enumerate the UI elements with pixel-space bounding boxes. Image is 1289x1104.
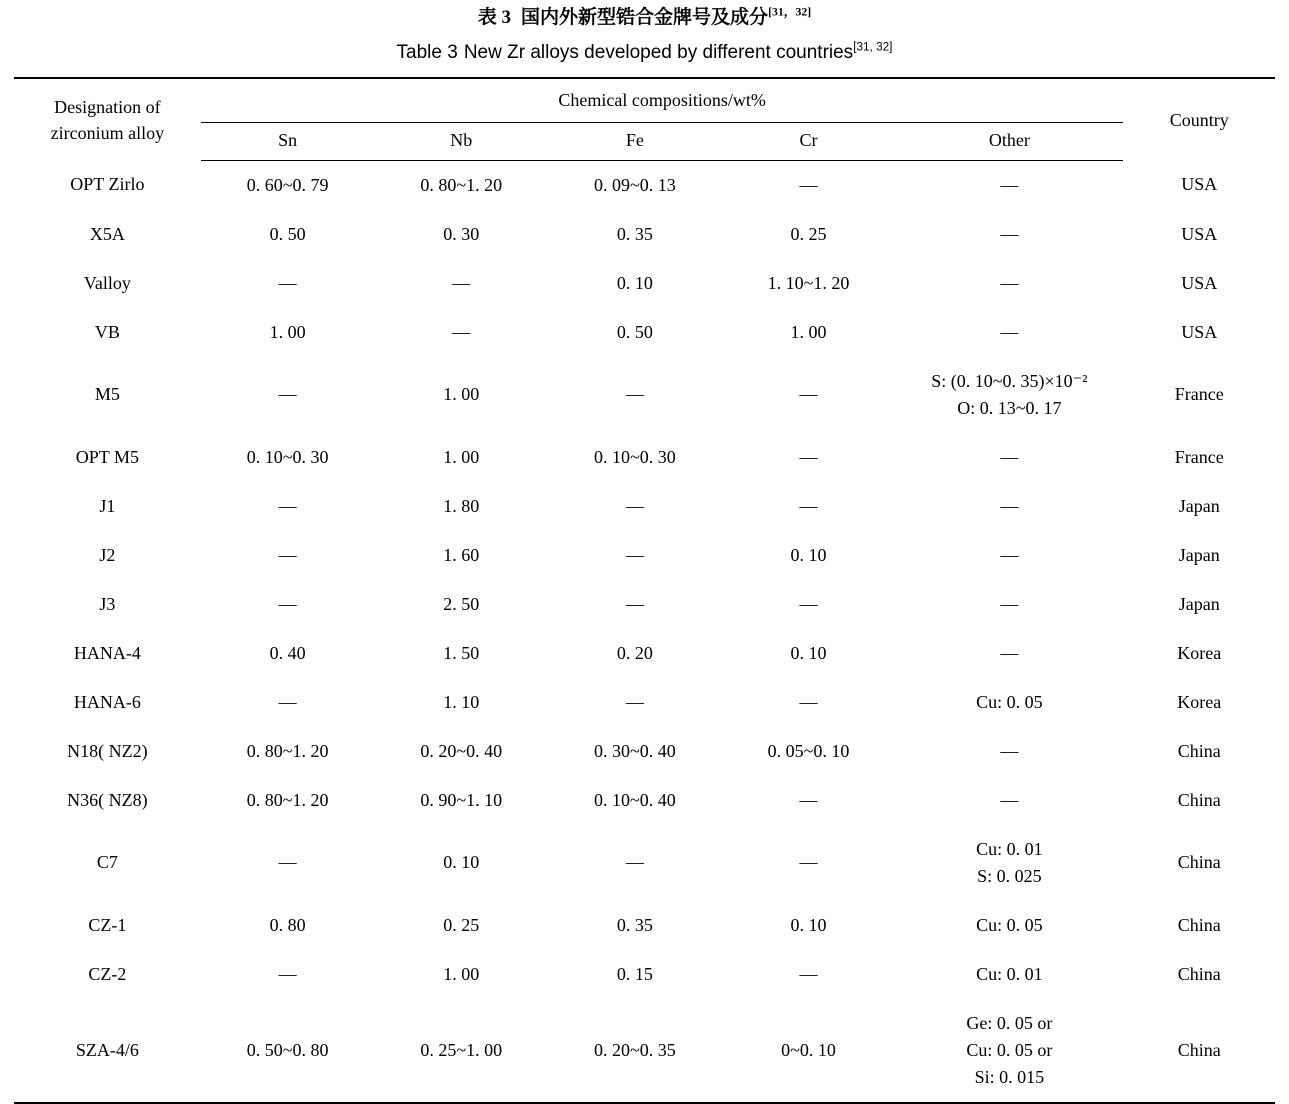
cell-cr: — — [799, 789, 818, 810]
cell-other-line: — — [1000, 174, 1019, 195]
header-cr: Cr — [722, 122, 896, 160]
cell-nb: 0. 25~1. 00 — [374, 999, 548, 1103]
table-row — [14, 901, 1275, 950]
cell-sn: — — [278, 495, 297, 516]
cell-other — [895, 160, 1123, 210]
cell-other-line: — — [1000, 740, 1019, 761]
cell-designation: J3 — [99, 593, 116, 614]
table-row — [14, 825, 1275, 901]
cell-fe: 0. 09~0. 13 — [593, 174, 676, 195]
table-row — [14, 629, 1275, 678]
cell-other-line: Cu: 0. 05 — [976, 914, 1043, 935]
cell-fe: — — [625, 384, 644, 405]
cell-other-line: — — [1000, 593, 1019, 614]
cell-country: Japan — [1178, 593, 1220, 614]
cell-nb: 1. 00 — [443, 963, 480, 984]
cell-nb: 0. 80~1. 20 — [420, 174, 503, 195]
cell-other-line: Cu: 0. 05 — [976, 691, 1043, 712]
table-row — [14, 433, 1275, 482]
cell-country: USA — [1181, 321, 1218, 342]
table-row — [14, 308, 1275, 357]
cell-designation: J2 — [99, 544, 116, 565]
table-page — [0, 5, 1289, 1087]
cell-cr: 1. 00 — [790, 321, 827, 342]
cell-country: Japan — [1178, 544, 1220, 565]
cell-fe: 0. 10 — [616, 272, 653, 293]
cell-other-line: — — [1000, 272, 1019, 293]
cell-sn: — — [278, 691, 297, 712]
header-designation-line1: Designation of — [54, 96, 161, 117]
cell-other-line: Cu: 0. 05 or — [966, 1039, 1053, 1060]
cell-cr: — — [799, 691, 818, 712]
table-row — [14, 580, 1275, 629]
cell-cr: 1. 10~1. 20 — [767, 272, 850, 293]
cell-country: China — [1177, 789, 1221, 810]
cell-other-line: — — [1000, 544, 1019, 565]
header-nb: Nb — [374, 122, 548, 160]
cell-sn: 0. 50~0. 80 — [201, 999, 375, 1103]
cell-sn: — — [278, 963, 297, 984]
cell-country: Korea — [1177, 642, 1222, 663]
cell-fe: 0. 35 — [616, 914, 653, 935]
cell-designation: VB — [94, 321, 120, 342]
caption-en-title: New Zr alloys developed by different countries — [463, 41, 854, 63]
caption-zh-label: 表 3 — [477, 7, 512, 28]
header-fe: Fe — [548, 122, 722, 160]
cell-other-line: — — [1000, 321, 1019, 342]
cell-designation: J1 — [99, 495, 116, 516]
cell-cr: — — [799, 384, 818, 405]
cell-designation: N18( NZ2) — [67, 740, 148, 761]
cell-other — [895, 259, 1123, 308]
cell-designation: X5A — [89, 223, 125, 244]
cell-nb: 0. 90~1. 10 — [420, 789, 503, 810]
cell-other — [895, 482, 1123, 531]
table-body — [14, 160, 1275, 1103]
caption-zh-reference: [31，32] — [768, 5, 812, 19]
cell-fe: 0. 15 — [616, 963, 653, 984]
cell-cr: — — [799, 963, 818, 984]
cell-fe: 0. 35 — [616, 223, 653, 244]
cell-cr: — — [799, 446, 818, 467]
cell-nb: 1. 10 — [443, 691, 480, 712]
cell-sn: — — [278, 852, 297, 873]
cell-other-line: — — [1000, 789, 1019, 810]
cell-nb: 0. 10 — [443, 852, 480, 873]
cell-sn: 0. 10~0. 30 — [246, 446, 329, 467]
cell-cr: 0. 10 — [790, 642, 827, 663]
cell-cr: 0. 25 — [790, 223, 827, 244]
cell-nb: 2. 50 — [443, 593, 480, 614]
cell-country: France — [1174, 384, 1224, 405]
cell-other — [895, 531, 1123, 580]
cell-designation: CZ-2 — [88, 963, 127, 984]
cell-nb: 1. 00 — [443, 446, 480, 467]
table-row — [14, 950, 1275, 999]
cell-designation: SZA-4/6 — [14, 999, 201, 1103]
table-row — [14, 999, 1275, 1103]
cell-sn: 0. 40 — [269, 642, 306, 663]
cell-other-line: — — [1000, 495, 1019, 516]
cell-designation: M5 — [94, 384, 120, 405]
cell-designation: Valloy — [83, 272, 131, 293]
cell-cr: 0. 10 — [790, 914, 827, 935]
cell-nb: — — [452, 321, 471, 342]
cell-designation: CZ-1 — [88, 914, 127, 935]
header-other: Other — [895, 122, 1123, 160]
header-chemical-compositions: Chemical compositions/wt% — [201, 78, 1124, 122]
table-row — [14, 776, 1275, 825]
table-row — [14, 259, 1275, 308]
cell-other — [895, 210, 1123, 259]
cell-nb: 0. 30 — [443, 223, 480, 244]
cell-fe: 0. 30~0. 40 — [593, 740, 676, 761]
cell-other-line: Si: 0. 015 — [974, 1066, 1045, 1087]
cell-sn: 0. 60~0. 79 — [246, 174, 329, 195]
cell-cr: 0. 05~0. 10 — [767, 740, 850, 761]
cell-sn: — — [278, 272, 297, 293]
cell-cr: 0. 10 — [790, 544, 827, 565]
cell-sn: 0. 50 — [269, 223, 306, 244]
cell-sn: 1. 00 — [269, 321, 306, 342]
cell-nb: 1. 80 — [443, 495, 480, 516]
cell-other-line: — — [1000, 223, 1019, 244]
table-caption-en — [14, 41, 1275, 66]
cell-other — [895, 825, 1123, 901]
cell-nb: 0. 20~0. 40 — [420, 740, 503, 761]
cell-other — [895, 357, 1123, 433]
cell-other-line: O: 0. 13~0. 17 — [957, 397, 1062, 418]
cell-cr: — — [799, 852, 818, 873]
table-header-row-2 — [14, 122, 1275, 160]
header-sn: Sn — [201, 122, 375, 160]
header-country: Country — [1123, 78, 1275, 160]
cell-fe: 0. 10~0. 40 — [593, 789, 676, 810]
cell-cr: — — [799, 495, 818, 516]
cell-country: China — [1177, 740, 1221, 761]
cell-nb: 1. 00 — [443, 384, 480, 405]
cell-designation: OPT M5 — [75, 446, 139, 467]
cell-other — [895, 678, 1123, 727]
cell-fe: 0. 50 — [616, 321, 653, 342]
cell-sn: — — [278, 593, 297, 614]
cell-country: USA — [1181, 223, 1218, 244]
cell-other-line: Ge: 0. 05 or — [966, 1012, 1053, 1033]
cell-other-line: — — [1000, 446, 1019, 467]
cell-sn: 0. 80 — [269, 914, 306, 935]
cell-fe: 0. 10~0. 30 — [593, 446, 676, 467]
cell-nb: 1. 60 — [443, 544, 480, 565]
cell-other — [895, 580, 1123, 629]
cell-fe: 0. 20~0. 35 — [548, 999, 722, 1103]
cell-other — [895, 999, 1123, 1103]
cell-country: USA — [1181, 174, 1218, 195]
cell-other-line: Cu: 0. 01 — [976, 838, 1043, 859]
cell-fe: — — [625, 544, 644, 565]
table-header-row-1 — [14, 78, 1275, 122]
cell-other-line: — — [1000, 642, 1019, 663]
cell-other — [895, 727, 1123, 776]
caption-zh-title: 国内外新型锆合金牌号及成分 — [521, 7, 769, 28]
cell-country: China — [1123, 999, 1275, 1103]
table-row — [14, 727, 1275, 776]
cell-other — [895, 950, 1123, 999]
cell-country: Japan — [1178, 495, 1220, 516]
cell-designation: C7 — [96, 852, 118, 873]
cell-nb: — — [452, 272, 471, 293]
header-designation-line2: zirconium alloy — [50, 122, 165, 143]
cell-other — [895, 629, 1123, 678]
cell-designation: N36( NZ8) — [67, 789, 148, 810]
cell-country: Korea — [1177, 691, 1222, 712]
cell-cr: — — [799, 174, 818, 195]
cell-fe: — — [625, 593, 644, 614]
cell-nb: 1. 50 — [443, 642, 480, 663]
table-row — [14, 482, 1275, 531]
cell-other — [895, 901, 1123, 950]
header-designation — [14, 78, 201, 160]
cell-other-line: S: (0. 10~0. 35)×10⁻² — [931, 370, 1088, 391]
cell-fe: 0. 20 — [616, 642, 653, 663]
cell-country: USA — [1181, 272, 1218, 293]
table-row — [14, 357, 1275, 433]
cell-country: China — [1177, 914, 1221, 935]
cell-other — [895, 308, 1123, 357]
cell-other — [895, 433, 1123, 482]
cell-fe: — — [625, 691, 644, 712]
table-row — [14, 210, 1275, 259]
caption-en-label: Table 3 — [396, 41, 458, 63]
cell-sn: 0. 80~1. 20 — [246, 740, 329, 761]
table-row — [14, 160, 1275, 210]
zr-alloys-table — [14, 77, 1275, 1103]
cell-other-line: S: 0. 025 — [977, 865, 1042, 886]
cell-fe: — — [625, 495, 644, 516]
cell-cr: — — [799, 593, 818, 614]
cell-other-line: Cu: 0. 01 — [976, 963, 1043, 984]
cell-designation: HANA-4 — [73, 642, 141, 663]
cell-sn: — — [278, 384, 297, 405]
cell-sn: — — [278, 544, 297, 565]
cell-cr: 0~0. 10 — [722, 999, 896, 1103]
cell-sn: 0. 80~1. 20 — [246, 789, 329, 810]
cell-nb: 0. 25 — [443, 914, 480, 935]
table-caption-zh — [14, 6, 1275, 31]
cell-fe: — — [625, 852, 644, 873]
cell-designation: HANA-6 — [73, 691, 141, 712]
cell-country: China — [1177, 963, 1221, 984]
cell-country: France — [1174, 446, 1224, 467]
cell-country: China — [1177, 852, 1221, 873]
caption-en-reference: [31, 32] — [853, 40, 893, 54]
cell-designation: OPT Zirlo — [70, 174, 145, 195]
cell-other — [895, 776, 1123, 825]
table-row — [14, 531, 1275, 580]
table-row — [14, 678, 1275, 727]
